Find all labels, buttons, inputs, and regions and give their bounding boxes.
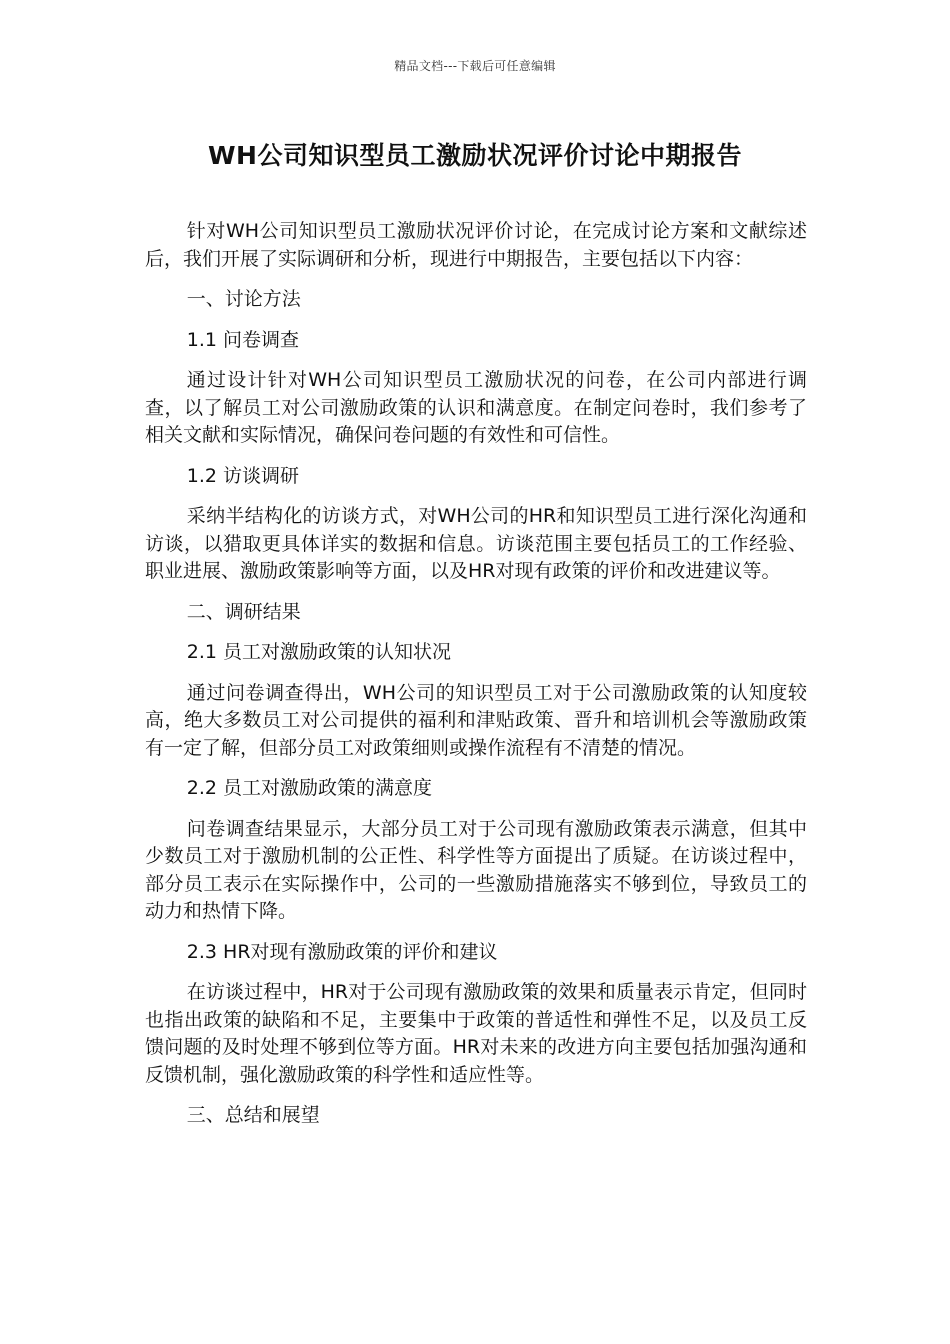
section-2-3-heading: 2.3 HR对现有激励政策的评价和建议: [186, 940, 498, 963]
section-2-2-heading: 2.2 员工对激励政策的满意度: [186, 777, 433, 799]
header-note: 精品文档---下载后可任意编辑: [394, 59, 556, 73]
section-1-1-heading: 1.1 问卷调查: [186, 328, 300, 351]
section-1-1-paragraph: 通过设计针对WH公司知识型员工激励状况的问卷，在公司内部进行调查，以了解员工对公司激励政策的认识和满意度。在制定问卷时，我们参考了相关文献和实际情况，确保问卷问题的有效性和可信性。: [145, 369, 807, 446]
section-2-2-paragraph: 问卷调查结果显示，大部分员工对于公司现有激励政策表示满意，但其中少数员工对于激励机制的公正性、科学性等方面提出了质疑。在访谈过程中，部分员工表示在实际操作中，公司的一些激励措施落实不够到位，导致员工的动力和热情下降。: [145, 817, 807, 922]
section-2-heading: 二、调研结果: [186, 600, 301, 623]
section-3-heading: 三、总结和展望: [186, 1104, 320, 1126]
section-2-1-heading: 2.1 员工对激励政策的认知状况: [186, 641, 452, 663]
intro-paragraph: 针对WH公司知识型员工激励状况评价讨论，在完成讨论方案和文献综述后，我们开展了实际调研和分析，现进行中期报告，主要包括以下内容：: [145, 220, 807, 270]
section-2-3-paragraph: 在访谈过程中，HR对于公司现有激励政策的效果和质量表示肯定，但同时也指出政策的缺陷和不足，主要集中于政策的普适性和弹性不足，以及员工反馈问题的及时处理不够到位等方面。HR对未来的改进方向主要包括加强沟通和反馈机制，强化激励政策的科学性和适应性等。: [145, 981, 807, 1086]
section-1-2-heading: 1.2 访谈调研: [186, 464, 300, 487]
section-1-heading: 一、讨论方法: [186, 288, 301, 310]
document-title: WH公司知识型员工激励状况评价讨论中期报告: [207, 141, 742, 170]
section-2-1-paragraph: 通过问卷调查得出，WH公司的知识型员工对于公司激励政策的认知度较高，绝大多数员工对公司提供的福利和津贴政策、晋升和培训机会等激励政策有一定了解，但部分员工对政策细则或操作流程有不清楚的情况。: [145, 681, 807, 759]
section-1-2-paragraph: 采纳半结构化的访谈方式，对WH公司的HR和知识型员工进行深化沟通和访谈，以猎取更具体详实的数据和信息。访谈范围主要包括员工的工作经验、职业进展、激励政策影响等方面，以及HR对现有政策的评价和改进建议等。: [145, 505, 807, 582]
document-body: [145, 218, 807, 1143]
